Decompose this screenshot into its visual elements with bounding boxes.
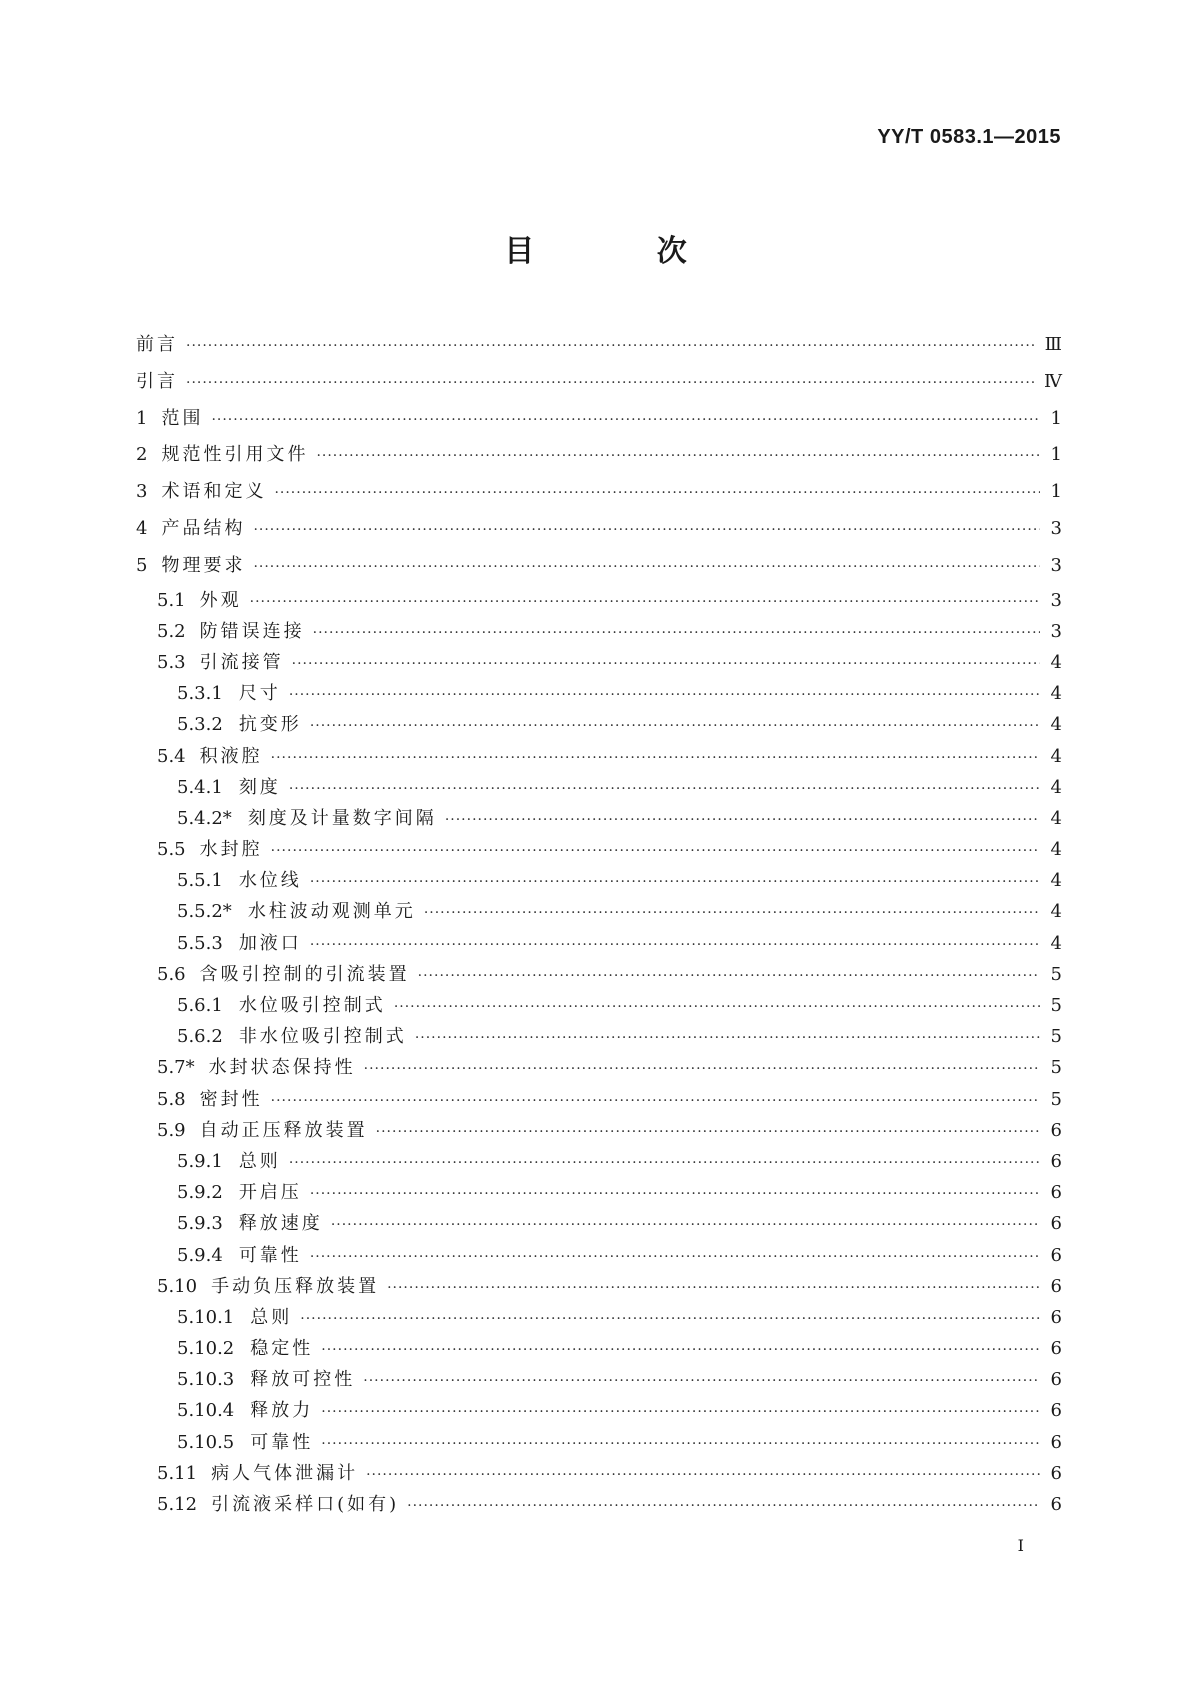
toc-entry-page: 3 [1050,554,1062,576]
dot-leader [186,365,1036,402]
toc-entry-label: 水位线 [238,870,302,892]
toc-entry-page: 6 [1050,1306,1062,1328]
toc-entry-page: 1 [1050,407,1062,429]
toc-entry-number: 5.9.2 [177,1182,223,1204]
toc-entry[interactable] [136,1115,1062,1146]
toc-entry-label: 开启压 [238,1182,302,1204]
toc-entry-label: 刻度及计量数字间隔 [247,807,437,829]
toc-entry[interactable] [136,437,1062,474]
toc-entry-label: 释放可控性 [250,1369,356,1391]
toc-entry-page: 6 [1050,1494,1062,1516]
toc-entry-number: 5.8 [157,1088,186,1110]
dot-leader [289,1148,1040,1179]
toc-entry-label: 释放速度 [238,1213,323,1235]
toc-entry-number: 5.3.1 [177,683,223,705]
toc-entry-number: 5.11 [157,1462,198,1484]
toc-entry-number: 5.12 [157,1494,198,1516]
toc-entry-label: 密封性 [199,1088,263,1110]
toc-entry-number: 3 [136,481,148,503]
dot-leader [310,930,1040,961]
toc-entry-number: 4 [136,517,148,539]
toc-entry-label: 引流液采样口(如有) [211,1494,400,1516]
dot-leader [331,1210,1040,1241]
toc-entry-label: 水位吸引控制式 [238,995,386,1017]
dot-leader [271,1086,1040,1117]
toc-entry-page: 4 [1050,839,1062,861]
dot-leader [253,549,1040,586]
toc-entry-label: 可靠性 [250,1431,314,1453]
toc-entry-page: 6 [1050,1369,1062,1391]
toc-entry-label: 可靠性 [238,1244,302,1266]
dot-leader [186,328,1037,365]
toc-entry[interactable] [136,647,1062,678]
toc-entry[interactable] [136,1489,1062,1520]
toc-entry-label: 稳定性 [250,1338,314,1360]
toc-entry-number: 5.10.1 [177,1306,235,1328]
toc-entry[interactable] [136,1084,1062,1115]
toc-entry-number: 5.4.1 [177,776,223,798]
toc-entry-page: 4 [1050,683,1062,705]
toc-entry-number: 5.1 [157,589,186,611]
toc-entry-page: 4 [1050,651,1062,673]
dot-leader [310,711,1040,742]
toc-entry-label: 积液腔 [199,745,263,767]
toc-entry-page: 6 [1050,1213,1062,1235]
toc-entry-page: 6 [1050,1431,1062,1453]
toc-entry[interactable] [136,1395,1062,1426]
dot-leader [407,1491,1040,1522]
toc-entry[interactable] [136,616,1062,647]
toc-entry[interactable] [136,585,1062,616]
toc-entry-page: 4 [1050,932,1062,954]
toc-entry-label: 物理要求 [161,554,246,576]
toc-entry-page: 5 [1050,963,1062,985]
toc-entry[interactable] [136,709,1062,740]
toc-entry-label: 引言 [136,370,178,392]
toc-entry-label: 自动正压释放装置 [199,1119,368,1141]
toc-entry-label: 规范性引用文件 [161,444,309,466]
dot-leader [316,438,1040,475]
toc-entry-number: 5.7* [157,1057,195,1079]
toc-entry-page: 5 [1050,1057,1062,1079]
toc-entry-label: 尺寸 [238,683,281,705]
toc-entry-page: 1 [1050,481,1062,503]
toc-entry-page: 4 [1050,714,1062,736]
toc-entry[interactable] [136,511,1062,548]
dot-leader [363,1366,1040,1397]
toc-entry-page: 4 [1050,807,1062,829]
toc-entry[interactable] [136,1302,1062,1333]
dot-leader [289,774,1040,805]
toc-entry-page: 3 [1050,589,1062,611]
toc-entry-label: 含吸引控制的引流装置 [199,963,410,985]
dot-leader [321,1335,1040,1366]
toc-entry-label: 总则 [238,1150,281,1172]
dot-leader [300,1304,1040,1335]
dot-leader [387,1273,1040,1304]
toc-entry-page: 6 [1050,1275,1062,1297]
toc-entry-number: 5.2 [157,620,186,642]
dot-leader [310,1179,1040,1210]
page-number: I [1017,1536,1024,1555]
toc-entry[interactable] [136,1458,1062,1489]
toc-entry-label: 手动负压释放装置 [211,1275,380,1297]
toc-entry-number: 5.3 [157,651,186,673]
toc-entry-number: 5.10.2 [177,1338,235,1360]
toc-entry-page: 4 [1050,745,1062,767]
toc-entry-page: 6 [1050,1338,1062,1360]
toc-entry-number: 5.6.1 [177,995,223,1017]
toc-entry-number: 5.4 [157,745,186,767]
toc-entry-label: 水封腔 [199,839,263,861]
toc-entry-page: 4 [1050,776,1062,798]
dot-leader [313,618,1040,649]
toc-entry-label: 总则 [250,1306,293,1328]
dot-leader [289,680,1040,711]
toc-entry-number: 5.9.4 [177,1244,223,1266]
toc-entry-page: 6 [1050,1462,1062,1484]
toc-entry-label: 加液口 [238,932,302,954]
toc-entry[interactable] [136,1364,1062,1395]
toc-entry-number: 5.9.1 [177,1150,223,1172]
dot-leader [394,992,1040,1023]
standard-code: YY/T 0583.1—2015 [877,126,1061,148]
toc-entry-page: 3 [1050,620,1062,642]
toc-entry-label: 抗变形 [238,714,302,736]
toc-entry-page: 4 [1050,901,1062,923]
page-title: 目 次 [504,234,743,269]
toc-entry-page: 5 [1050,1026,1062,1048]
dot-leader [292,649,1040,680]
toc-entry[interactable] [136,1427,1062,1458]
dot-leader [366,1460,1040,1491]
toc-entry-number: 5.10 [157,1275,198,1297]
toc-entry[interactable] [136,327,1062,364]
toc-entry-label: 产品结构 [161,517,246,539]
toc-entry[interactable] [136,364,1062,401]
dot-leader [364,1054,1040,1085]
toc-entry-number: 5.10.4 [177,1400,235,1422]
dot-leader [310,867,1040,898]
toc-entry-page: 4 [1050,870,1062,892]
toc-entry-label: 水封状态保持性 [208,1057,356,1079]
dot-leader [271,743,1040,774]
toc-entry[interactable] [136,772,1062,803]
toc-entry-number: 5 [136,554,148,576]
dot-leader [321,1397,1040,1428]
toc-entry[interactable] [136,1177,1062,1208]
toc-entry-label: 病人气体泄漏计 [211,1462,359,1484]
table-of-contents [136,327,1062,1520]
dot-leader [424,898,1040,929]
toc-entry[interactable] [136,474,1062,511]
toc-entry-page: 5 [1050,995,1062,1017]
toc-entry-page: Ⅳ [1044,370,1062,392]
dot-leader [211,402,1040,439]
toc-entry[interactable] [136,401,1062,438]
toc-entry[interactable] [136,959,1062,990]
toc-entry-number: 5.9.3 [177,1213,223,1235]
toc-entry-label: 术语和定义 [161,481,267,503]
toc-entry-page: 6 [1050,1182,1062,1204]
dot-leader [310,1242,1040,1273]
toc-entry-page: 5 [1050,1088,1062,1110]
toc-entry-number: 5.3.2 [177,714,223,736]
dot-leader [415,1023,1040,1054]
toc-entry-label: 范围 [161,407,204,429]
dot-leader [445,805,1040,836]
toc-entry-number: 5.4.2* [177,807,232,829]
toc-entry-number: 2 [136,444,148,466]
toc-entry-label: 刻度 [238,776,281,798]
toc-entry-number: 1 [136,407,148,429]
toc-entry[interactable] [136,1052,1062,1083]
toc-entry-number: 5.5.2* [177,901,232,923]
toc-entry-page: 6 [1050,1400,1062,1422]
toc-entry-number: 5.9 [157,1119,186,1141]
dot-leader [250,587,1040,618]
toc-entry[interactable] [136,1333,1062,1364]
toc-entry-page: 6 [1050,1244,1062,1266]
toc-entry[interactable] [136,803,1062,834]
toc-entry[interactable] [136,548,1062,585]
toc-entry[interactable] [136,1271,1062,1302]
toc-entry-page: 6 [1050,1150,1062,1172]
toc-entry[interactable] [136,1208,1062,1239]
toc-entry[interactable] [136,896,1062,927]
toc-entry[interactable] [136,928,1062,959]
toc-entry-number: 5.5.3 [177,932,223,954]
dot-leader [376,1117,1040,1148]
toc-entry-number: 5.10.3 [177,1369,235,1391]
toc-entry-label: 非水位吸引控制式 [238,1026,407,1048]
toc-entry[interactable] [136,1021,1062,1052]
toc-entry-number: 5.5 [157,839,186,861]
toc-entry-number: 5.5.1 [177,870,223,892]
toc-entry-label: 水柱波动观测单元 [247,901,416,923]
dot-leader [274,475,1040,512]
toc-entry-page: Ⅲ [1044,334,1062,355]
toc-entry-page: 6 [1050,1119,1062,1141]
toc-entry-label: 前言 [136,334,178,355]
toc-entry-number: 5.10.5 [177,1431,235,1453]
toc-entry-number: 5.6 [157,963,186,985]
toc-entry-page: 3 [1050,517,1062,539]
toc-entry-label: 释放力 [250,1400,314,1422]
toc-entry-label: 引流接管 [199,651,284,673]
dot-leader [253,512,1040,549]
toc-entry[interactable] [136,834,1062,865]
dot-leader [321,1429,1040,1460]
dot-leader [271,836,1040,867]
toc-entry[interactable] [136,741,1062,772]
toc-entry-label: 外观 [199,589,242,611]
toc-entry[interactable] [136,1240,1062,1271]
toc-entry[interactable] [136,1146,1062,1177]
toc-entry-page: 1 [1050,444,1062,466]
dot-leader [418,961,1040,992]
toc-entry[interactable] [136,990,1062,1021]
toc-entry-number: 5.6.2 [177,1026,223,1048]
toc-entry[interactable] [136,678,1062,709]
toc-entry[interactable] [136,865,1062,896]
toc-entry-label: 防错误连接 [199,620,305,642]
